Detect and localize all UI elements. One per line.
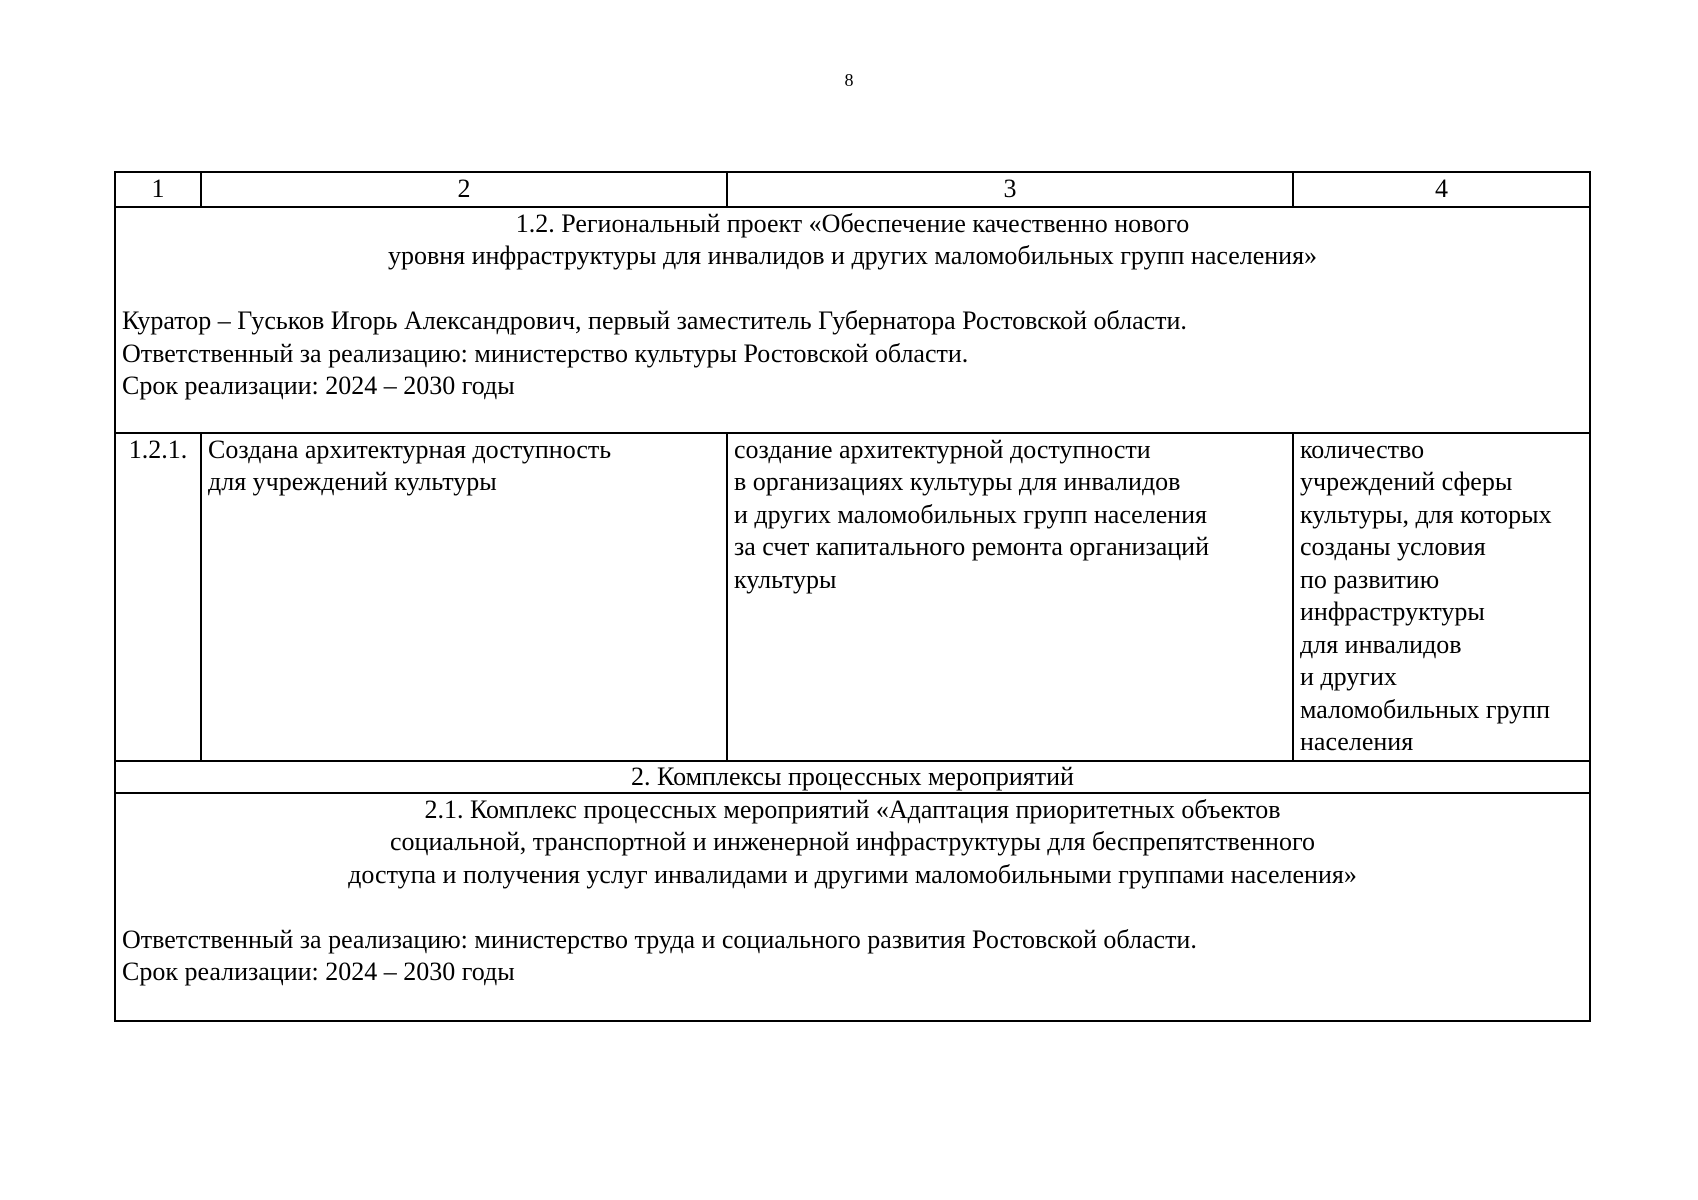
item-indicator xyxy=(1293,433,1590,761)
item-task-line: Создана архитектурная доступность xyxy=(208,434,612,464)
process-complex-cell xyxy=(115,793,1590,1021)
process-complex-row xyxy=(115,793,1590,1021)
item-description-line: культуры xyxy=(734,564,837,594)
item-indicator-line: культуры, для которых xyxy=(1300,499,1552,529)
regional-project-title-line: 1.2. Региональный проект «Обеспечение качественно нового xyxy=(515,208,1190,238)
item-description-line: и других маломобильных групп населения xyxy=(734,499,1208,529)
process-complex-title-line: доступа и получения услуг инвалидами и другими маломобильными группами населения» xyxy=(348,859,1357,889)
section-heading-row xyxy=(115,761,1590,793)
column-number-2: 2 xyxy=(201,172,727,207)
item-task xyxy=(201,433,727,761)
item-indicator-line: количество xyxy=(1300,434,1425,464)
column-number-3: 3 xyxy=(727,172,1293,207)
item-task-line: для учреждений культуры xyxy=(208,467,497,496)
process-complex-title-line: 2.1. Комплекс процессных мероприятий «Адаптация приоритетных объектов xyxy=(424,794,1281,824)
spacer xyxy=(122,273,1583,306)
program-table xyxy=(114,171,1591,1022)
item-indicator-line: учреждений сферы xyxy=(1300,467,1513,496)
spacer xyxy=(122,891,1583,924)
item-indicator-line: инфраструктуры xyxy=(1300,597,1485,626)
item-indicator-line: населения xyxy=(1300,727,1414,756)
regional-project-row xyxy=(115,207,1590,433)
section-heading: 2. Комплексы процессных мероприятий xyxy=(115,761,1590,793)
item-indicator-line: и других xyxy=(1300,662,1397,691)
project-responsible: Ответственный за реализацию: министерство культуры Ростовской области. xyxy=(122,338,969,368)
process-complex-title xyxy=(122,794,1583,892)
item-description-line: за счет капитального ремонта организаций xyxy=(734,532,1209,561)
item-number: 1.2.1. xyxy=(115,433,201,761)
item-indicator-line: созданы условия xyxy=(1300,532,1486,561)
complex-responsible: Ответственный за реализацию: министерство труда и социального развития Ростовской области. xyxy=(122,924,1197,954)
page-number: 8 xyxy=(844,70,854,90)
process-complex-title-line: социальной, транспортной и инженерной инфраструктуры для беспрепятственного xyxy=(390,827,1315,856)
project-curator: Куратор – Гуськов Игорь Александрович, первый заместитель Губернатора Ростовской области. xyxy=(122,306,1187,335)
regional-project-title-line: уровня инфраструктуры для инвалидов и других маломобильных групп населения» xyxy=(387,241,1318,270)
table-row xyxy=(115,433,1590,761)
column-number-row xyxy=(115,172,1590,207)
project-term: Срок реализации: 2024 – 2030 годы xyxy=(122,371,515,400)
column-number-1: 1 xyxy=(115,172,201,207)
item-description-line: создание архитектурной доступности xyxy=(734,434,1151,464)
item-description xyxy=(727,433,1293,761)
item-indicator-line: маломобильных групп xyxy=(1300,694,1550,724)
regional-project-cell xyxy=(115,207,1590,433)
item-indicator-line: по развитию xyxy=(1300,564,1440,594)
regional-project-title xyxy=(122,208,1583,273)
complex-term: Срок реализации: 2024 – 2030 годы xyxy=(122,957,515,986)
column-number-4: 4 xyxy=(1293,172,1590,207)
item-indicator-line: для инвалидов xyxy=(1300,629,1462,659)
item-description-line: в организациях культуры для инвалидов xyxy=(734,467,1181,496)
